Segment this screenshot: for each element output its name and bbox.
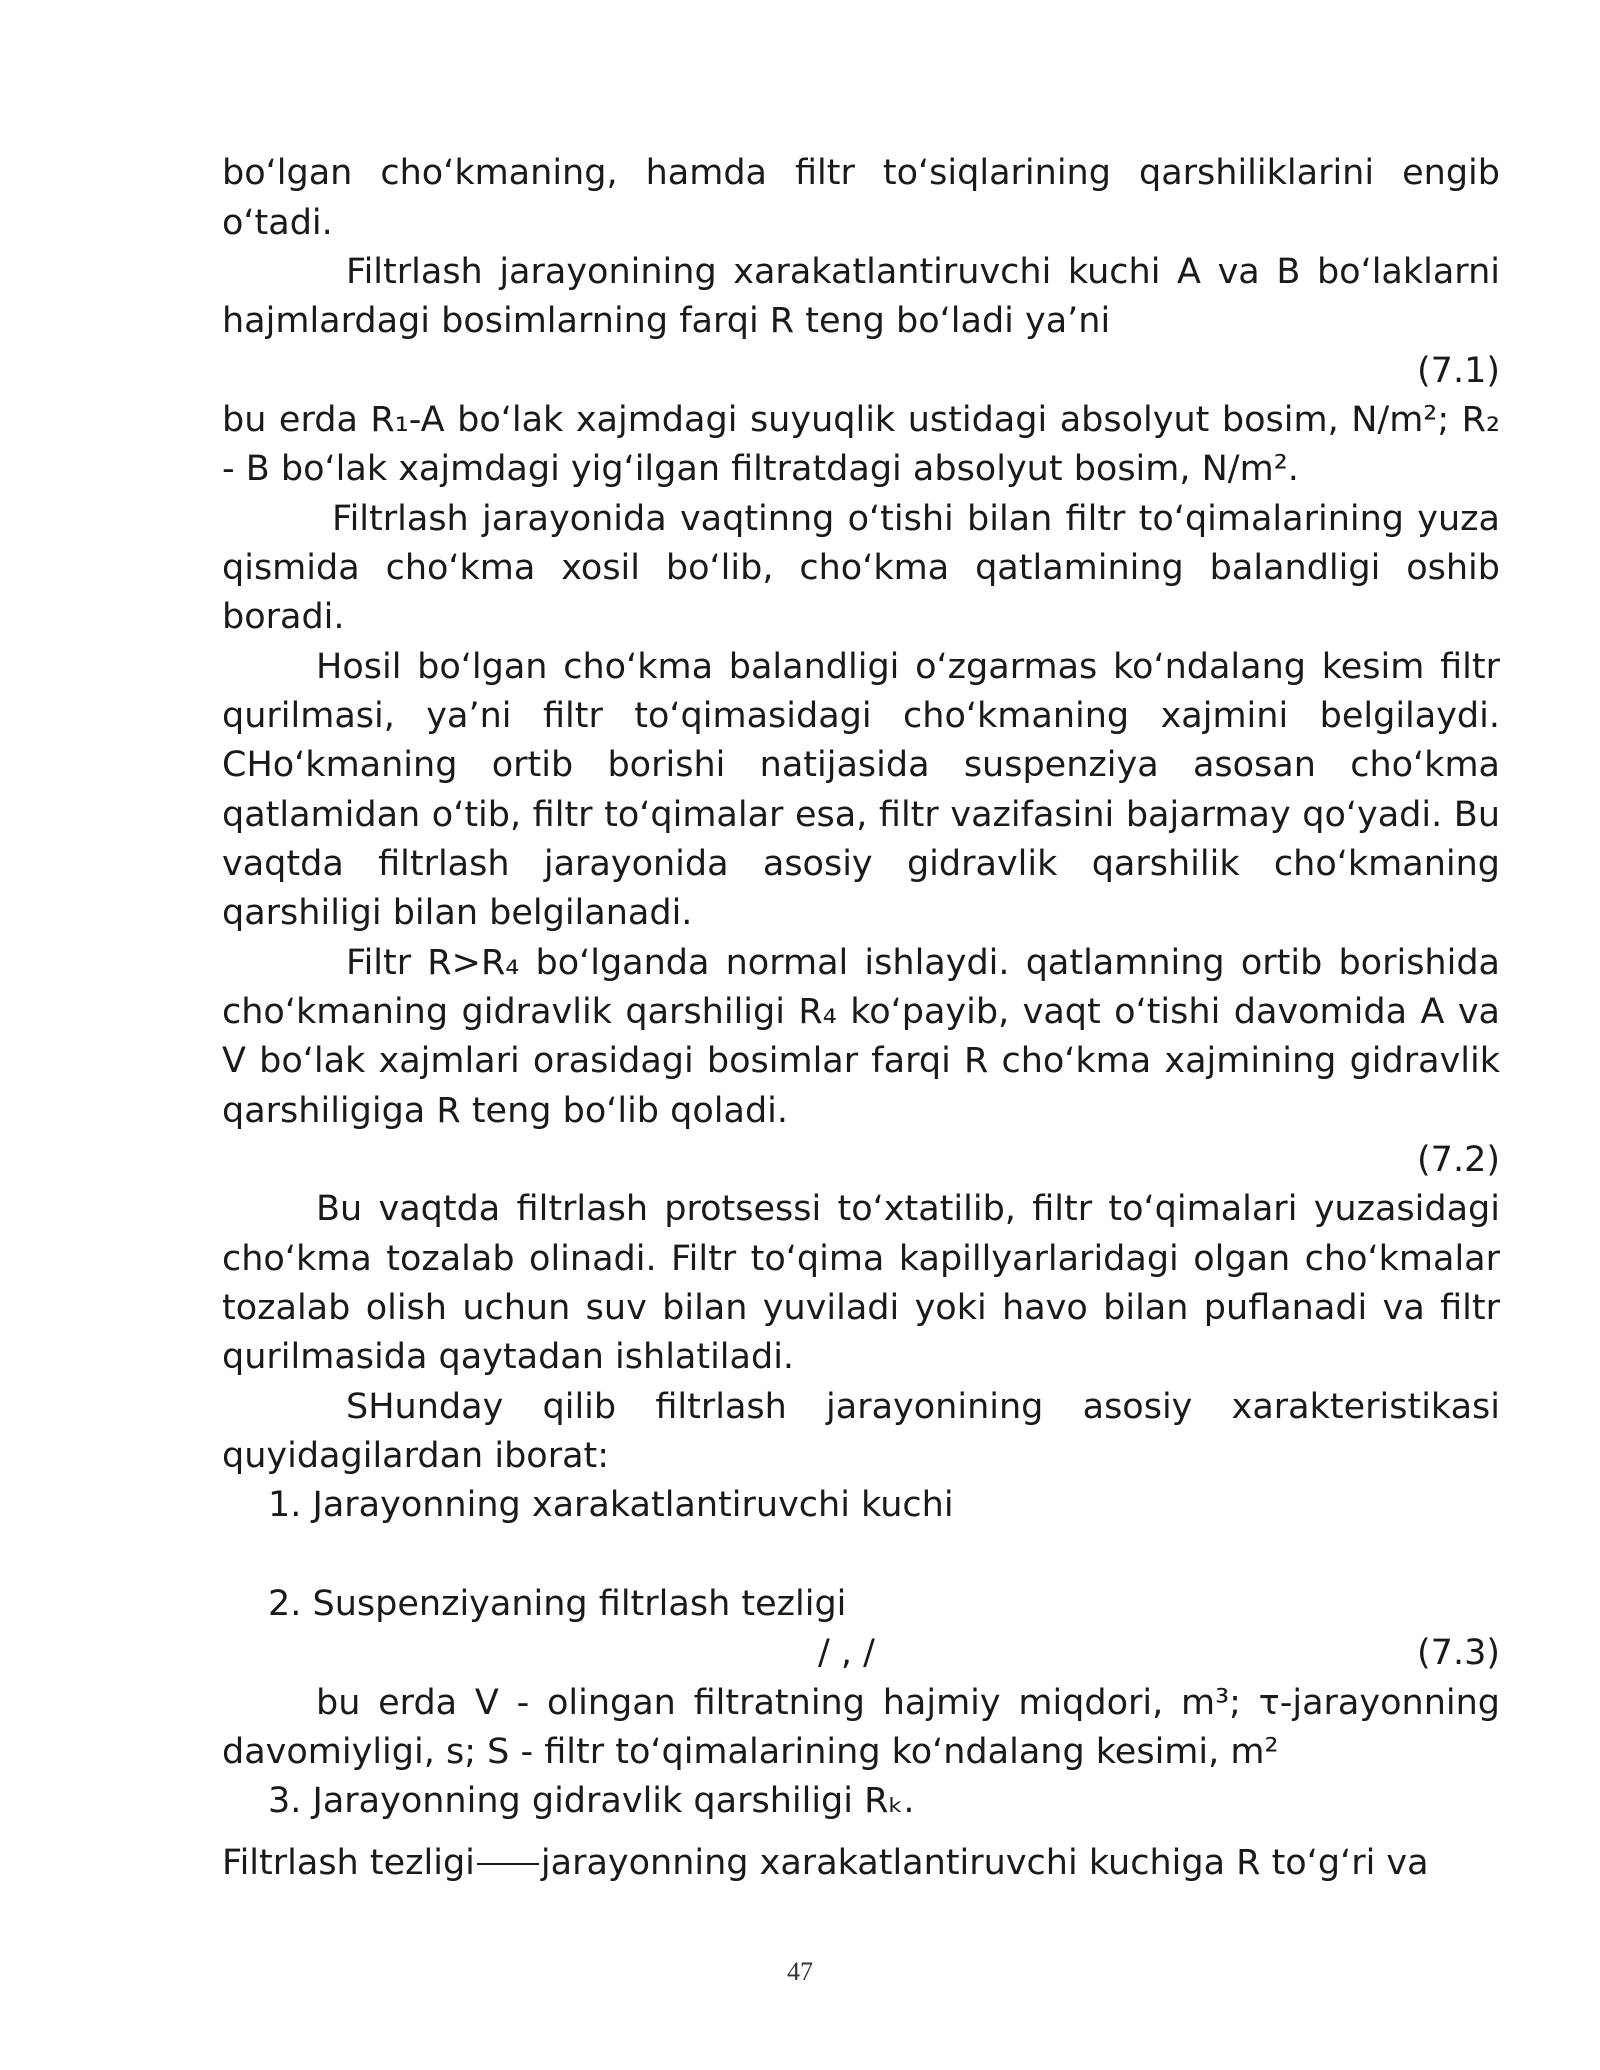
text-line: boradi. — [222, 597, 345, 637]
text-line: - B boʻlak xajmdagi yigʻilgan filtratdagi absolyut bosim, N/m². — [222, 449, 1299, 489]
text-line — [222, 1838, 1500, 1888]
list-item: 2. Suspenziyaning filtrlash tezligi — [268, 1584, 847, 1624]
text-line: Filtrlash jarayonining xarakatlantiruvchi kuchi A va B boʻlaklarni — [346, 252, 1500, 292]
text-line: qarshiligi bilan belgilanadi. — [222, 893, 693, 933]
text-line: qurilmasi, ya’ni filtr toʻqimasidagi choʻkmaning xajmini belgilaydi. — [222, 696, 1500, 736]
equation-number: (7.1) — [1417, 351, 1500, 391]
text-line: bu erda V - olingan filtratning hajmiy miqdori, m³; τ-jarayonning — [316, 1683, 1500, 1723]
text-line: qismida choʻkma xosil boʻlib, choʻkma qatlamining balandligi oshib — [222, 548, 1500, 588]
text-line: quyidagilardan iborat: — [222, 1436, 610, 1476]
page-number: 47 — [787, 1957, 813, 1986]
formula-rule — [477, 1863, 539, 1865]
text-line: choʻkmaning gidravlik qarshiligi R₄ koʻpayib, vaqt oʻtishi davomida A va — [222, 992, 1500, 1032]
text-line: Bu vaqtda filtrlash protsessi toʻxtatilib, filtr toʻqimalari yuzasidagi — [316, 1189, 1500, 1229]
text-line: qatlamidan oʻtib, filtr toʻqimalar esa, filtr vazifasini bajarmay qoʻyadi. Bu — [222, 795, 1500, 835]
equation-number: (7.3) — [1417, 1633, 1500, 1673]
text-line: boʻlgan choʻkmaning, hamda filtr toʻsiqlarining qarshiliklarini engib — [222, 153, 1500, 193]
text-line: qurilmasida qaytadan ishlatiladi. — [222, 1337, 795, 1377]
text-line: Filtr R>R₄ boʻlganda normal ishlaydi. qatlamning ortib borishida — [346, 943, 1500, 983]
text-fragment: jarayonning xarakatlantiruvchi kuchiga R toʻgʻri va — [540, 1843, 1429, 1883]
text-line: choʻkma tozalab olinadi. Filtr toʻqima kapillyarlaridagi olgan choʻkmalar — [222, 1239, 1500, 1279]
list-item: 3. Jarayonning gidravlik qarshiligi Rₖ. — [268, 1781, 915, 1821]
text-line: bu erda R₁-A boʻlak xajmdagi suyuqlik ustidagi absolyut bosim, N/m²; R₂ — [222, 400, 1500, 440]
text-line: CHoʻkmaning ortib borishi natijasida suspenziya asosan choʻkma — [222, 745, 1500, 785]
text-line: vaqtda filtrlash jarayonida asosiy gidravlik qarshilik choʻkmaning — [222, 844, 1500, 884]
text-line: V boʻlak xajmlari orasidagi bosimlar farqi R choʻkma xajmining gidravlik — [222, 1041, 1500, 1081]
formula-fragment: / , / — [818, 1633, 875, 1673]
text-line: davomiyligi, s; S - filtr toʻqimalarining koʻndalang kesimi, m² — [222, 1732, 1279, 1772]
text-line: hajmlardagi bosimlarning farqi R teng boʻladi ya’ni — [222, 301, 1111, 341]
text-line: Hosil boʻlgan choʻkma balandligi oʻzgarmas koʻndalang kesim filtr — [316, 647, 1500, 687]
list-item: 1. Jarayonning xarakatlantiruvchi kuchi — [268, 1485, 954, 1525]
text-line: tozalab olish uchun suv bilan yuviladi yoki havo bilan puflanadi va filtr — [222, 1288, 1500, 1328]
text-line: oʻtadi. — [222, 203, 333, 243]
text-line: SHunday qilib filtrlash jarayonining asosiy xarakteristikasi — [346, 1387, 1500, 1427]
text-line: Filtrlash jarayonida vaqtinng oʻtishi bilan filtr toʻqimalarining yuza — [332, 499, 1500, 539]
text-line: qarshiligiga R teng boʻlib qoladi. — [222, 1091, 789, 1131]
text-fragment: Filtrlash tezligi — [222, 1843, 475, 1883]
equation-number: (7.2) — [1417, 1140, 1500, 1180]
